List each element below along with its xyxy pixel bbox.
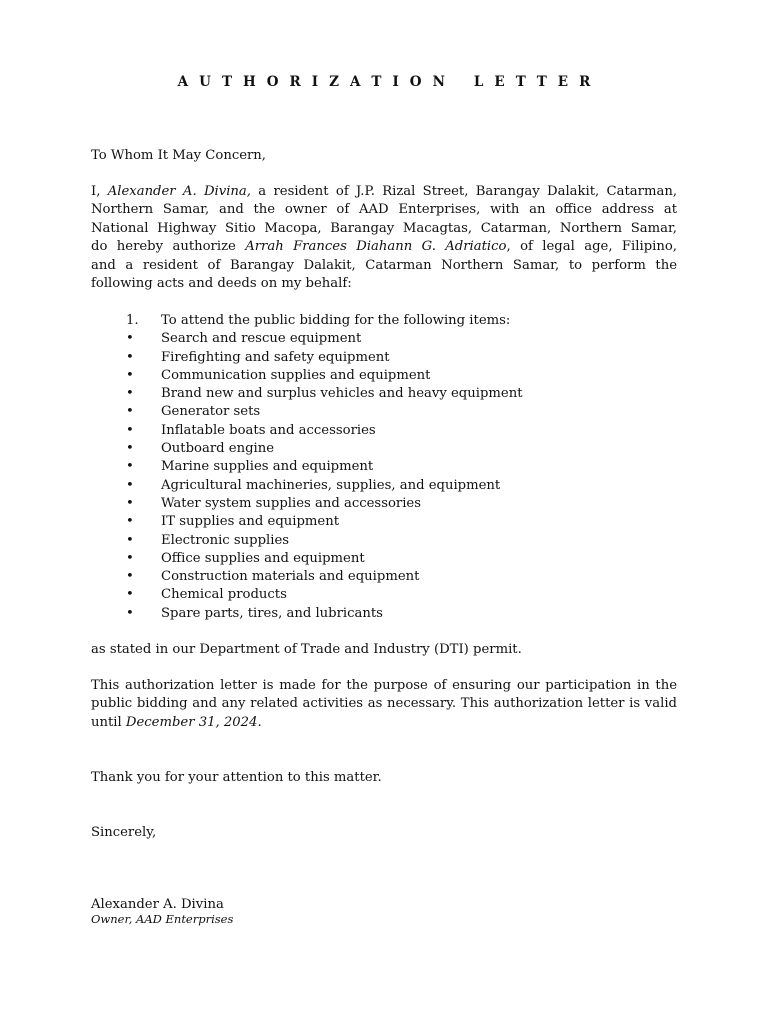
list-item-text: To attend the public bidding for the following items: — [161, 313, 511, 328]
title-letter: L — [473, 74, 484, 90]
list-item-text: Construction materials and equipment — [161, 569, 420, 585]
title-letter: I — [311, 74, 319, 90]
title-letter: E — [557, 74, 569, 90]
list-item-text: Office supplies and equipment — [161, 550, 365, 566]
list-item-text: Generator sets — [161, 404, 261, 420]
intro-line-4 — [91, 238, 677, 256]
intro-text: I, — [91, 184, 108, 199]
list-item — [91, 440, 677, 458]
list-number: 1. — [126, 313, 139, 328]
list-item-text: Brand new and surplus vehicles and heavy equipment — [161, 386, 523, 402]
title-letter: R — [579, 74, 591, 90]
purpose-text: This authorization letter is made for the purpose of ensuring our participation in the public bidding and any related activities as necessary. This authorization letter is valid until — [91, 678, 677, 730]
title-letter: T — [536, 74, 547, 90]
bullet: • — [126, 495, 134, 511]
authorized-items-list — [91, 312, 677, 623]
list-item — [91, 568, 677, 586]
list-item-text: IT supplies and equipment — [161, 514, 340, 530]
title-letter: I — [392, 74, 399, 90]
list-item — [91, 403, 677, 421]
title-letter: E — [494, 74, 505, 90]
list-item — [91, 349, 677, 367]
list-item — [91, 367, 677, 385]
dti-permit-statement: as stated in our Department of Trade and Industry (DTI) permit. — [91, 642, 522, 657]
purpose-paragraph — [91, 677, 677, 732]
list-item — [91, 550, 677, 568]
list-item — [91, 422, 677, 440]
bullet: • — [126, 569, 134, 585]
salutation: To Whom It May Concern, — [91, 148, 266, 163]
closing: Sincerely, — [91, 825, 157, 840]
title-letter: U — [199, 74, 211, 90]
list-item — [91, 385, 677, 403]
list-item — [91, 312, 677, 330]
bullet: • — [126, 404, 134, 420]
validity-date: December 31, 2024 — [125, 714, 258, 730]
title-letter: Z — [329, 74, 339, 90]
list-item — [91, 495, 677, 513]
bullet: • — [126, 331, 134, 347]
list-item-text: Search and rescue equipment — [161, 331, 362, 347]
list-item — [91, 477, 677, 495]
list-item-text: Communication supplies and equipment — [161, 367, 431, 383]
list-item-text: Firefighting and safety equipment — [161, 349, 390, 365]
list-item — [91, 330, 677, 348]
signatory-title: Owner, AAD Enterprises — [91, 912, 234, 926]
bullet: • — [126, 386, 134, 402]
intro-line-6: following acts and deeds on my behalf: — [91, 276, 352, 292]
list-item — [91, 605, 677, 623]
title-letter: T — [515, 74, 526, 90]
title-letter: T — [371, 74, 382, 90]
title-letter: A — [349, 74, 361, 90]
intro-line-5: and a resident of Barangay Dalakit, Catarman Northern Samar, to perform the — [91, 257, 677, 273]
title-letter: R — [289, 74, 301, 90]
bullet: • — [126, 477, 134, 493]
signatory-name: Alexander A. Divina — [91, 897, 224, 912]
grantor-name: Alexander A. Divina, — [107, 184, 251, 199]
list-item-text: Outboard engine — [161, 441, 275, 457]
bullet: • — [126, 605, 134, 621]
title-letter: H — [242, 74, 256, 90]
title-letter: T — [221, 74, 232, 90]
intro-line-1 — [91, 183, 677, 201]
list-item-text: Chemical products — [161, 587, 287, 603]
thanks-line: Thank you for your attention to this matter. — [91, 770, 382, 785]
purpose-end: . — [257, 714, 262, 730]
bullet: • — [126, 459, 134, 475]
list-item — [91, 586, 677, 604]
list-item-text: Electronic supplies — [161, 532, 290, 548]
bullet: • — [126, 441, 134, 457]
intro-text: do hereby authorize — [91, 239, 246, 255]
authorized-person-name: Arrah Frances Diahann G. Adriatico — [245, 239, 507, 255]
title-letter: A — [177, 74, 189, 90]
list-item-text: Inflatable boats and accessories — [161, 422, 376, 438]
bullet: • — [126, 367, 134, 383]
list-item-text: Water system supplies and accessories — [161, 495, 421, 511]
list-item-text: Agricultural machineries, supplies, and equipment — [161, 477, 501, 493]
intro-text: a resident of J.P. Rizal Street, Barangay Dalakit, Catarman, — [250, 184, 678, 199]
intro-paragraph — [91, 183, 677, 293]
list-item-text: Spare parts, tires, and lubricants — [161, 605, 383, 621]
list-item-text: Marine supplies and equipment — [161, 459, 374, 475]
list-item — [91, 458, 677, 476]
bullet: • — [126, 422, 134, 438]
list-item — [91, 513, 677, 531]
bullet: • — [126, 550, 134, 566]
bullet: • — [126, 532, 134, 548]
list-item — [91, 532, 677, 550]
intro-line-3: National Highway Sitio Macopa, Barangay Macagtas, Catarman, Northern Samar, — [91, 220, 677, 236]
title-letter: N — [432, 74, 445, 90]
letter-title — [0, 74, 768, 90]
title-letter: O — [409, 74, 422, 90]
intro-text: , of legal age, Filipino, — [506, 239, 677, 255]
bullet: • — [126, 514, 134, 530]
bullet: • — [126, 587, 134, 603]
bullet: • — [126, 349, 134, 365]
title-letter: O — [266, 74, 279, 90]
intro-line-2: Northern Samar, and the owner of AAD Enterprises, with an office address at — [91, 202, 677, 218]
